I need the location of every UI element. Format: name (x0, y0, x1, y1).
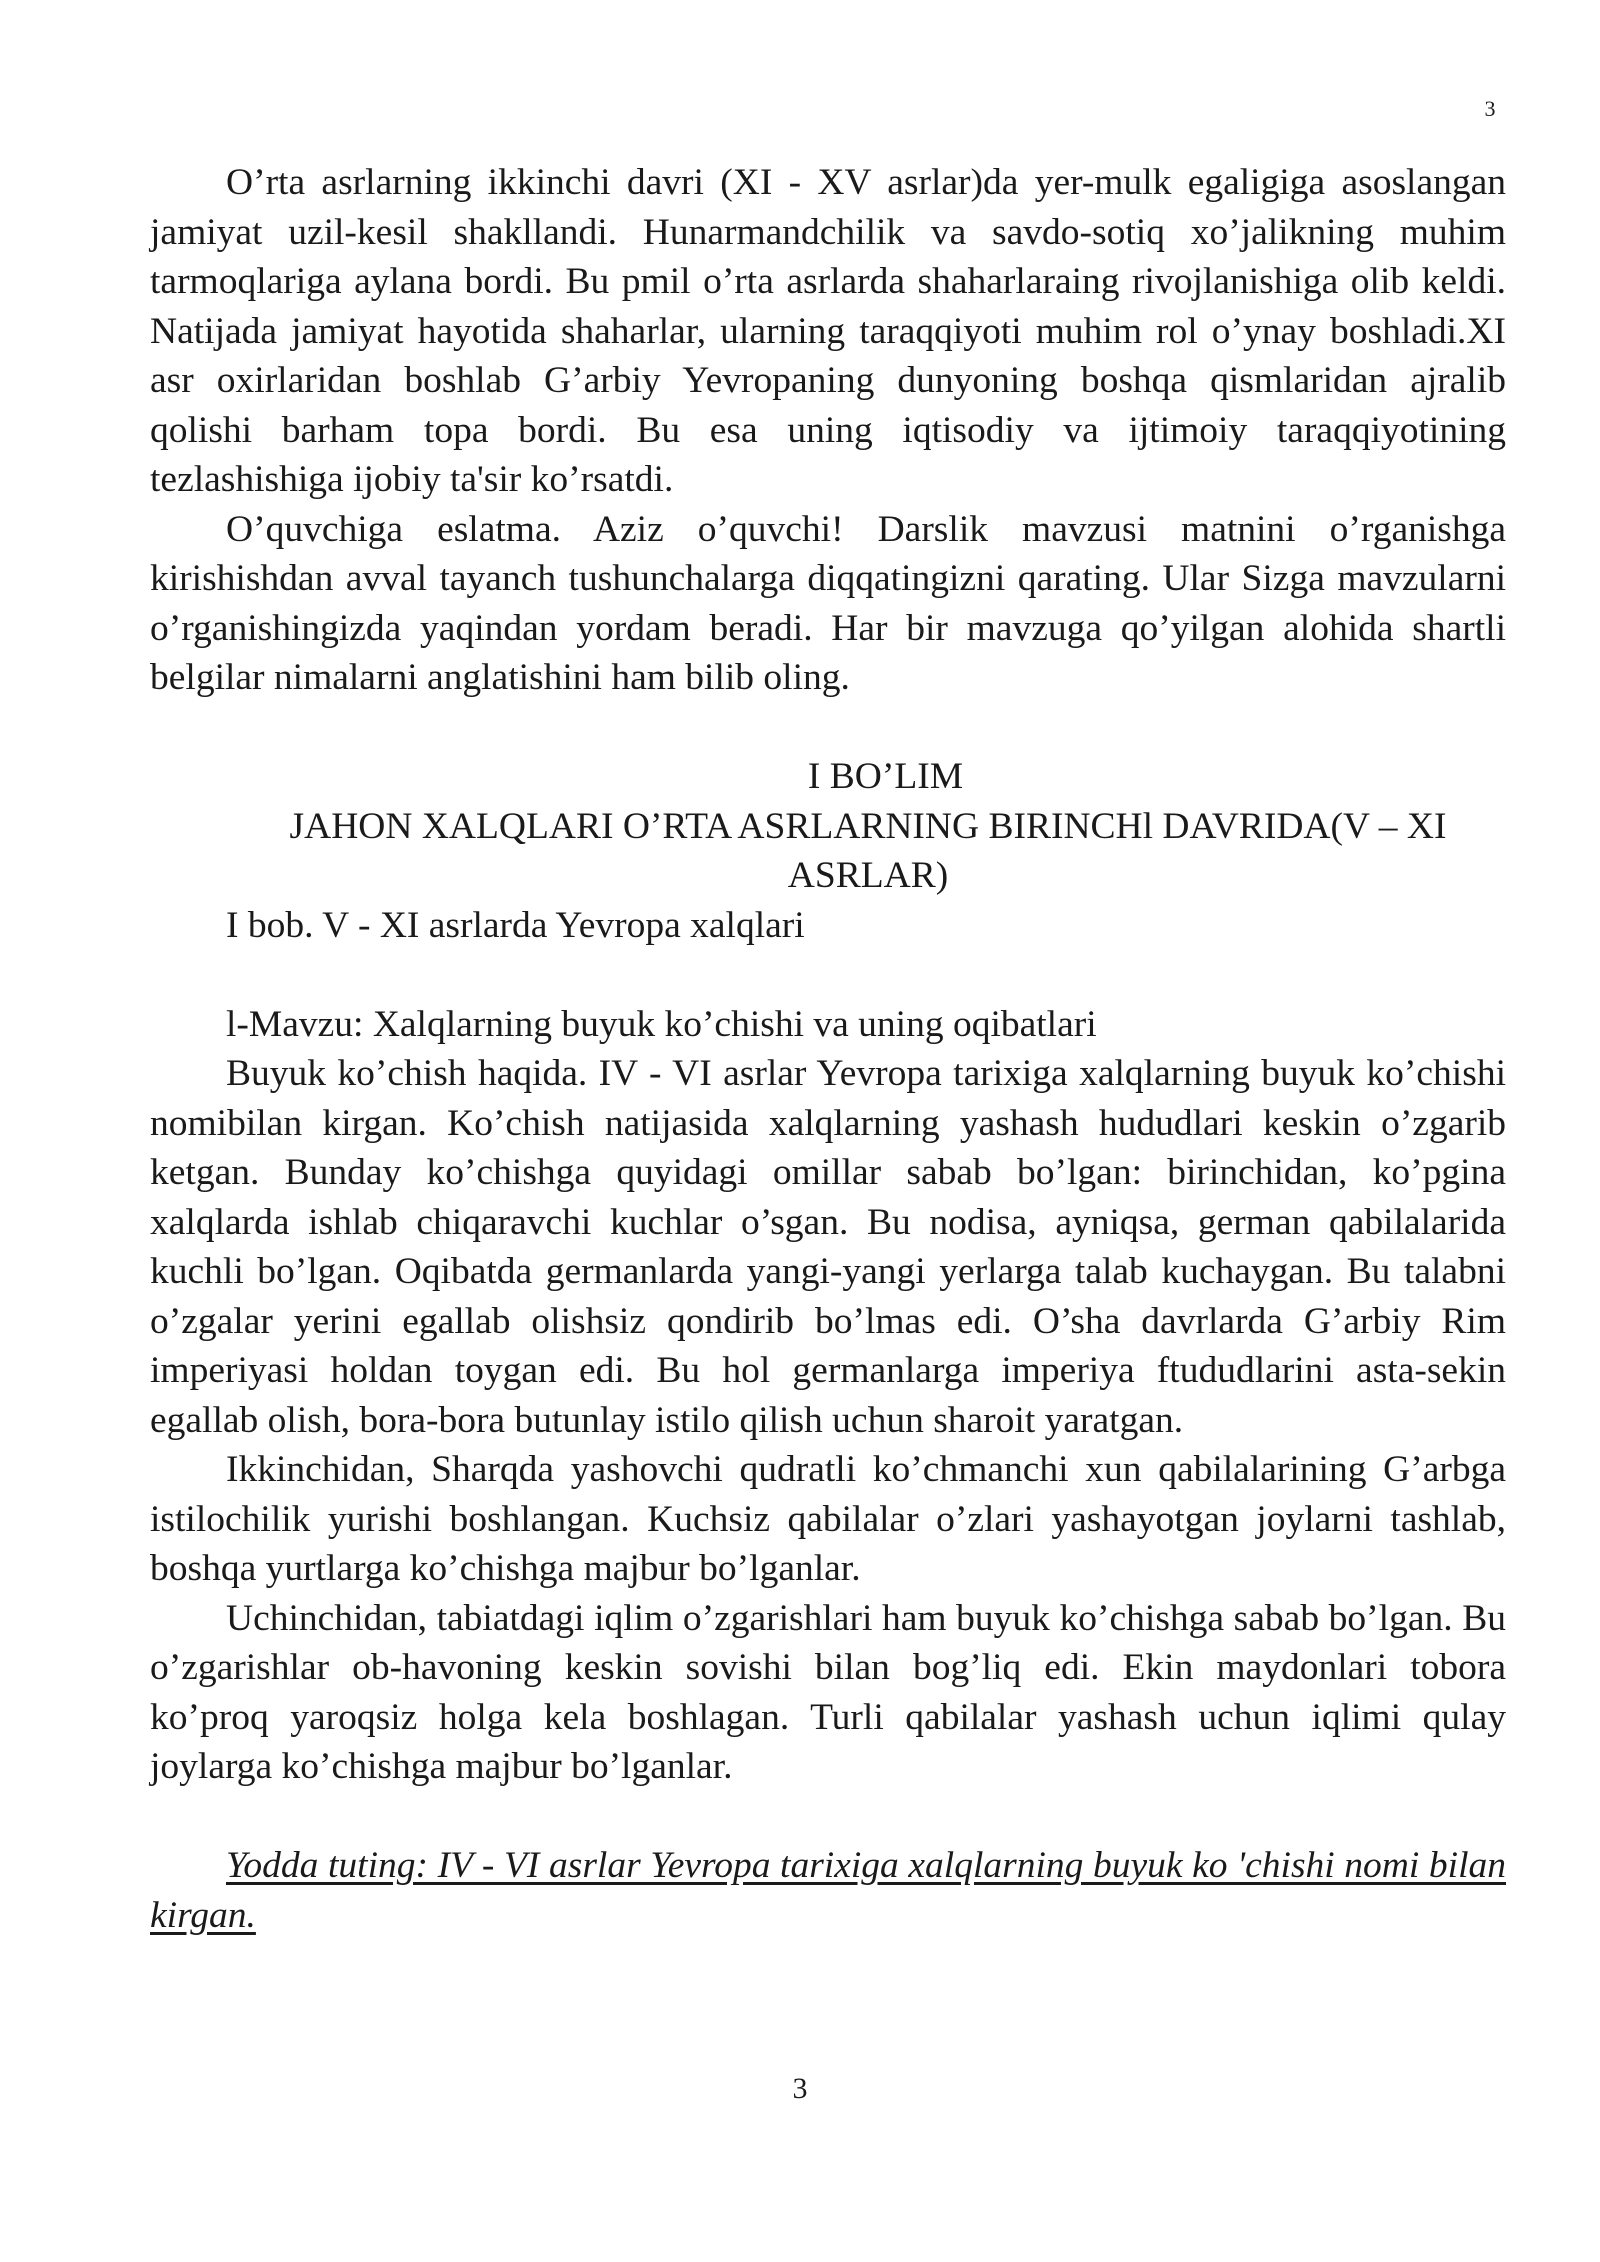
spacer (150, 950, 1506, 1000)
page-content (150, 158, 1506, 1940)
page-number-bottom: 3 (792, 2072, 808, 2105)
chapter-title: I bob. V - XI asrlarda Yevropa xalqlari (226, 904, 805, 946)
topic-title: l-Mavzu: Xalqlarning buyuk ko’chishi va uning oqibatlari (226, 1003, 1097, 1045)
paragraph-intro: O’rta asrlarning ikkinchi davri (XI - XV asrlar)da yer-mulk egaligiga asoslangan jamiyat uzil-kesil shakllandi. Hunarmandchilik va savdo-sotiq xo’jalikning muhim tarmoqlariga aylana bordi. Bu pmil o’rta asrlarda shaharlaraing rivojlanishiga olib keldi. Natijada jamiyat hayotida shaharlar, ularning taraqqiyoti muhim rol o’ynay boshladi.XI asr oxirlaridan boshlab G’arbiy Yevropaning dunyoning boshqa qismlaridan ajralib qolishi barham topa bordi. Bu esa uning iqtisodiy va ijtimoiy taraqqiyotining tezlashishiga ijobiy ta'sir ko’rsatdi. (150, 162, 1506, 500)
remember-note: Yodda tuting: IV - VI asrlar Yevropa tarixiga xalqlarning buyuk ko 'chishi nomi bilan kirgan. (150, 1845, 1506, 1936)
page-number-top: 3 (1484, 96, 1496, 121)
part-title: I BO’LIM (807, 756, 964, 797)
spacer (150, 703, 1506, 753)
paragraph-second-cause: Ikkinchidan, Sharqda yashovchi qudratli ko’chmanchi xun qabilalarining G’arbga istilochilik yurishi boshlangan. Kuchsiz qabilalar o’zlari yashayotgan joylarni tashlab, boshqa yurtlarga ko’chishga majbur bo’lganlar. (150, 1449, 1506, 1589)
paragraph-reader-note: O’quvchiga eslatma. Aziz o’quvchi! Darslik mavzusi matnini o’rganishga kirishishdan avval tayanch tushunchalarga diqqatingizni qarating. Ular Sizga mavzularni o’rganishingizda yaqindan yordam beradi. Har bir mavzuga qo’yilgan alohida shartli belgilar nimalarni anglatishini ham bilib oling. (150, 508, 1506, 698)
main-heading: JAHON XALQLARI O’RTA ASRLARNING BIRINCHl DAVRIDA(V – XI ASRLAR) (289, 805, 1447, 896)
spacer (150, 1792, 1506, 1842)
paragraph-third-cause: Uchinchidan, tabiatdagi iqlim o’zgarishlari ham buyuk ko’chishga sabab bo’lgan. Bu o’zgarishlar ob-havoning keskin sovishi bilan bog’liq edi. Ekin maydonlari tobora ko’proq yaroqsiz holga kela boshlagan. Turli qabilalar yashash uchun iqlimi qulay joylarga ko’chishga majbur bo’lganlar. (150, 1597, 1506, 1787)
paragraph-migration: Buyuk ko’chish haqida. IV - VI asrlar Yevropa tarixiga xalqlarning buyuk ko’chishi nomibilan kirgan. Ko’chish natijasida xalqlarning yashash hududlari keskin o’zgarib ketgan. Bunday ko’chishga quyidagi omillar sabab bo’lgan: birinchidan, ko’pgina xalqlarda ishlab chiqaravchi kuchlar o’sgan. Bu nodisa, ayniqsa, german qabilalarida kuchli bo’lgan. Oqibatda germanlarda yangi-yangi yerlarga talab kuchaygan. Bu talabni o’zgalar yerini egallab olishsiz qondirib bo’lmas edi. O’sha davrlarda G’arbiy Rim imperiyasi holdan toygan edi. Bu hol germanlarga imperiya ftududlarini asta-sekin egallab olish, bora-bora butunlay istilo qilish uchun sharoit yaratgan. (150, 1053, 1506, 1441)
